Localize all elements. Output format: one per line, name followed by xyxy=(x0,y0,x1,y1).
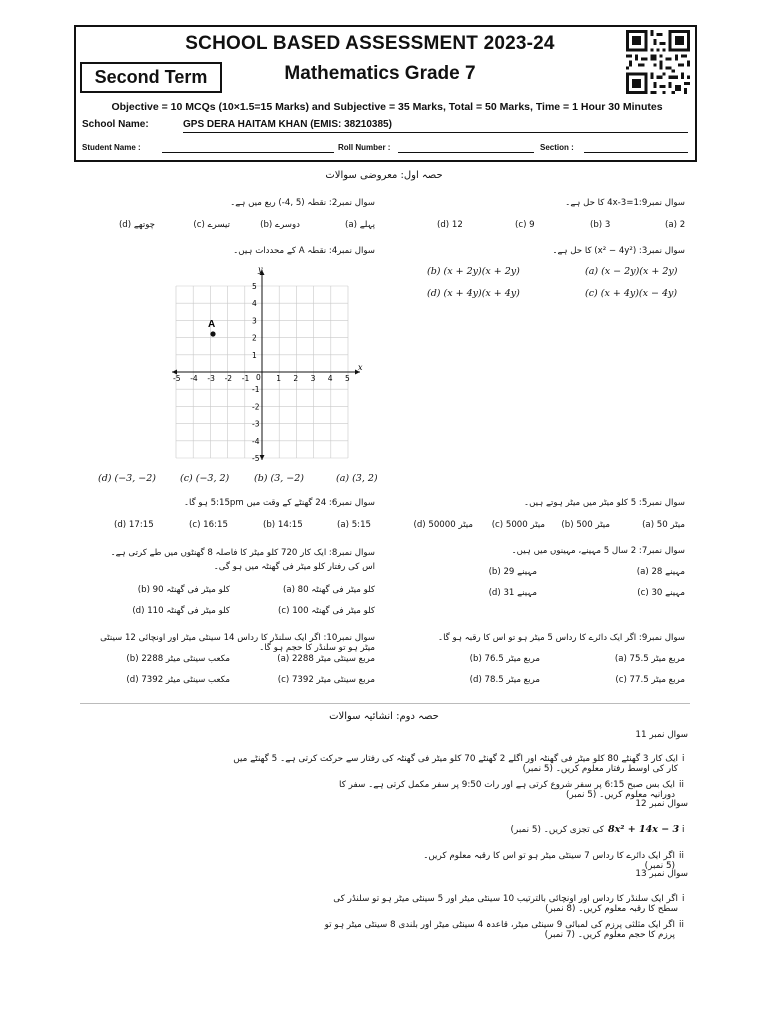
x-tick-label: -2 xyxy=(224,374,233,383)
part1-title: حصہ اول: معروضی سوالات xyxy=(325,170,443,181)
q5-option-a[interactable]: (a) 50 میٹر xyxy=(642,520,685,530)
q11-ii-text: ایک بس صبح 6:15 پر سفر شروع کرتی ہے اور رات 9:50 پر سفر مکمل کرتی ہے۔ سفر کا دورانیہ معلوم کریں۔ (5 نمبر) xyxy=(339,780,675,800)
q12-ii-number: ii xyxy=(679,851,684,861)
q1-option-b[interactable]: (b) 3 xyxy=(590,220,611,230)
coordinate-graph xyxy=(160,262,370,467)
q4-option-c[interactable]: (c) (−3, 2) xyxy=(180,473,230,484)
q12-ii-text: اگر ایک دائرے کا رداس 7 سینٹی میٹر ہو تو اس کا رقبہ معلوم کریں۔ (5 نمبر) xyxy=(423,851,675,871)
q1-text: سوال نمبر1:9=4x-3 کا حل ہے۔ xyxy=(565,198,685,208)
x-tick-label: -4 xyxy=(190,374,198,383)
q13-i-number: i xyxy=(682,894,685,904)
q6-option-d[interactable]: (d) 17:15 xyxy=(114,520,154,530)
point-a-label: A xyxy=(208,319,216,330)
q11-heading: سوال نمبر 11 xyxy=(635,730,688,740)
q4-option-b[interactable]: (b) (3, −2) xyxy=(254,473,305,484)
q9-option-a[interactable]: (a) 75.5 مربع میٹر xyxy=(614,654,685,664)
q5-option-b[interactable]: (b) 500 میٹر xyxy=(561,520,610,530)
q1-option-c[interactable]: (c) 9 xyxy=(515,220,535,230)
y-tick-label: 1 xyxy=(252,350,257,360)
x-tick-label: -3 xyxy=(207,374,215,383)
q3-option-d[interactable]: (d) (x + 4y)(x + 4y) xyxy=(427,288,520,299)
q7-option-b[interactable]: (b) 29 مہینے xyxy=(488,567,537,577)
q2-option-c[interactable]: (c) تیسرے xyxy=(193,220,230,230)
x-tick-label: 4 xyxy=(327,374,333,383)
marks-distribution: Objective = 10 MCQs (10×1.5=15 Marks) and Subjective = 35 Marks, Total = 50 Marks, Time = 1 Hour 30 Minutes xyxy=(111,101,663,113)
x-tick-label: 5 xyxy=(345,374,350,383)
q7-option-a[interactable]: (a) 28 مہینے xyxy=(636,567,685,577)
page-title: SCHOOL BASED ASSESSMENT 2023-24 xyxy=(185,33,555,54)
q11-ii-number: ii xyxy=(679,780,684,790)
q2-option-a[interactable]: (a) پہلے xyxy=(344,220,375,230)
q13-i-text: اگر ایک سلنڈر کا رداس اور اونچائی بالترتیب 10 سینٹی میٹر اور 5 سینٹی میٹر ہو تو سلنڈر کی سطح کا رقبہ معلوم کریں۔ (8 نمبر) xyxy=(333,894,678,914)
q4-option-a[interactable]: (a) (3, 2) xyxy=(336,473,378,484)
y-tick-label: -4 xyxy=(252,436,260,446)
x-tick-label: 2 xyxy=(293,374,299,383)
section-field[interactable] xyxy=(584,152,688,153)
q8-option-b[interactable]: (b) 90 کلو میٹر فی گھنٹہ xyxy=(137,585,230,595)
q3-option-c[interactable]: (c) (x + 4y)(x − 4y) xyxy=(585,288,678,299)
q7-text: سوال نمبر7: 2 سال 5 مہینے، مہینوں میں ہیں۔ xyxy=(511,546,685,556)
y-tick-label: 4 xyxy=(252,299,257,309)
y-tick-label: -1 xyxy=(252,385,260,395)
q12-heading: سوال نمبر 12 xyxy=(635,799,688,809)
q5-text: سوال نمبر5: 5 کلو میٹر میں میٹر ہوتے ہیں۔ xyxy=(524,498,685,508)
roll-number-label: Roll Number : xyxy=(338,143,391,152)
q5-option-d[interactable]: (d) 50000 میٹر xyxy=(413,520,473,530)
origin-label: 0 xyxy=(256,373,261,382)
q3-text: سوال نمبر3: (x² − 4y²) کا حل ہے۔ xyxy=(552,246,685,256)
q12-i-text: کی تجزی کریں۔ (5 نمبر) xyxy=(510,825,604,835)
section-divider xyxy=(80,703,690,704)
q10-text: سوال نمبر10: اگر ایک سلنڈر کا رداس 14 سینٹی میٹر اور اونچائی 12 سینٹی میٹر ہو تو سلنڈر کا حجم ہو گا۔ xyxy=(100,633,375,653)
q3-option-a[interactable]: (a) (x − 2y)(x + 2y) xyxy=(585,266,678,277)
q6-text: سوال نمبر6: 24 گھنٹے کے وقت میں 5:15pm ہو گا۔ xyxy=(183,498,375,508)
q13-heading: سوال نمبر 13 xyxy=(635,869,688,879)
q10-option-a[interactable]: (a) 2288 مربع سینٹی میٹر xyxy=(277,654,375,664)
school-name-value: GPS DERA HAITAM KHAN (EMIS: 38210385) xyxy=(183,119,688,133)
y-tick-label: 3 xyxy=(252,316,257,326)
q10-option-d[interactable]: (d) 7392 مکعب سینٹی میٹر xyxy=(126,675,230,685)
section-label: Section : xyxy=(540,143,574,152)
y-axis-label: y xyxy=(258,265,263,274)
y-tick-label: -5 xyxy=(252,454,260,463)
subject-title: Mathematics Grade 7 xyxy=(284,63,476,84)
q4-option-d[interactable]: (d) (−3, −2) xyxy=(98,473,156,484)
x-tick-label: 1 xyxy=(276,374,281,383)
q3-option-b[interactable]: (b) (x + 2y)(x + 2y) xyxy=(427,266,520,277)
q9-option-b[interactable]: (b) 76.5 مربع میٹر xyxy=(469,654,540,664)
q9-text: سوال نمبر9: اگر ایک دائرے کا رداس 5 میٹر ہو تو اس کا رقبہ ہو گا۔ xyxy=(438,633,685,643)
q6-option-a[interactable]: (a) 5:15 xyxy=(337,520,372,530)
q11-i-text: ایک کار 3 گھنٹے 80 کلو میٹر فی گھنٹہ اور اگلے 2 گھنٹے 70 کلو میٹر فی گھنٹہ کی رفتار سے حرکت کرتی ہے۔ 5 گھنٹے میں کار کی اوسط رفتار معلوم کریں۔ (5 نمبر) xyxy=(233,754,678,774)
x-axis-label: x xyxy=(358,363,363,372)
q13-ii-number: ii xyxy=(679,920,684,930)
roll-number-field[interactable] xyxy=(398,152,534,153)
x-tick-label: -1 xyxy=(241,374,250,383)
point-a-marker xyxy=(210,331,215,336)
q8-option-d[interactable]: (d) 110 کلو میٹر فی گھنٹہ xyxy=(132,606,230,616)
q7-option-d[interactable]: (d) 31 مہینے xyxy=(488,588,537,598)
y-axis-down-arrow-icon xyxy=(260,455,265,460)
q8-option-a[interactable]: (a) 80 کلو میٹر فی گھنٹہ xyxy=(282,585,375,595)
y-tick-label: 2 xyxy=(252,333,257,343)
q2-option-d[interactable]: (d) چوتھے xyxy=(118,220,155,230)
q10-option-b[interactable]: (b) 2288 مکعب سینٹی میٹر xyxy=(126,654,230,664)
q11-i-number: i xyxy=(682,754,685,764)
q9-option-c[interactable]: (c) 77.5 مربع میٹر xyxy=(615,675,685,685)
q8-option-c[interactable]: (c) 100 کلو میٹر فی گھنٹہ xyxy=(278,606,375,616)
x-tick-label: 3 xyxy=(310,374,316,383)
term-badge: Second Term xyxy=(80,62,222,93)
q7-option-c[interactable]: (c) 30 مہینے xyxy=(637,588,685,598)
x-tick-label: -5 xyxy=(173,374,181,383)
y-tick-label: -3 xyxy=(252,419,260,429)
q5-option-c[interactable]: (c) 5000 میٹر xyxy=(491,520,545,530)
q2-text: سوال نمبر2: نقطہ (5 ,4-) ربع میں ہے۔ xyxy=(230,198,375,208)
q2-option-b[interactable]: (b) دوسرے xyxy=(260,220,300,230)
y-tick-label: 5 xyxy=(252,282,257,291)
q4-text: سوال نمبر4: نقطہ A کے محددات ہیں۔ xyxy=(233,246,375,256)
student-name-label: Student Name : xyxy=(82,143,141,152)
q10-option-c[interactable]: (c) 7392 مربع سینٹی میٹر xyxy=(277,675,375,685)
q8-text: سوال نمبر8: ایک کار 720 کلو میٹر کا فاصلہ 8 گھنٹوں میں طے کرتی ہے۔ اس کی رفتار کلو میٹر فی گھنٹہ میں ہو گی۔ xyxy=(110,548,375,572)
qr-code-icon xyxy=(626,30,690,94)
q1-option-d[interactable]: (d) 12 xyxy=(437,220,463,230)
q12-i-expression: 8x² + 14x − 3 xyxy=(608,824,680,835)
q9-option-d[interactable]: (d) 78.5 مربع میٹر xyxy=(469,675,540,685)
q6-option-c[interactable]: (c) 16:15 xyxy=(189,520,228,530)
student-name-field[interactable] xyxy=(162,152,334,153)
q12-i-number: i xyxy=(682,825,685,835)
q1-option-a[interactable]: (a) 2 xyxy=(665,220,686,230)
q6-option-b[interactable]: (b) 14:15 xyxy=(263,520,303,530)
school-name-label: School Name: xyxy=(82,119,149,130)
part2-title: حصہ دوم: انشائیہ سوالات xyxy=(329,711,439,722)
y-tick-label: -2 xyxy=(252,402,260,412)
q13-ii-text: اگر ایک مثلثی پرزم کی لمبائی 9 سینٹی میٹر، قاعدہ 4 سینٹی میٹر اور بلندی 8 سینٹی میٹر ہو تو پرزم کا حجم معلوم کریں۔ (7 نمبر) xyxy=(324,920,675,940)
